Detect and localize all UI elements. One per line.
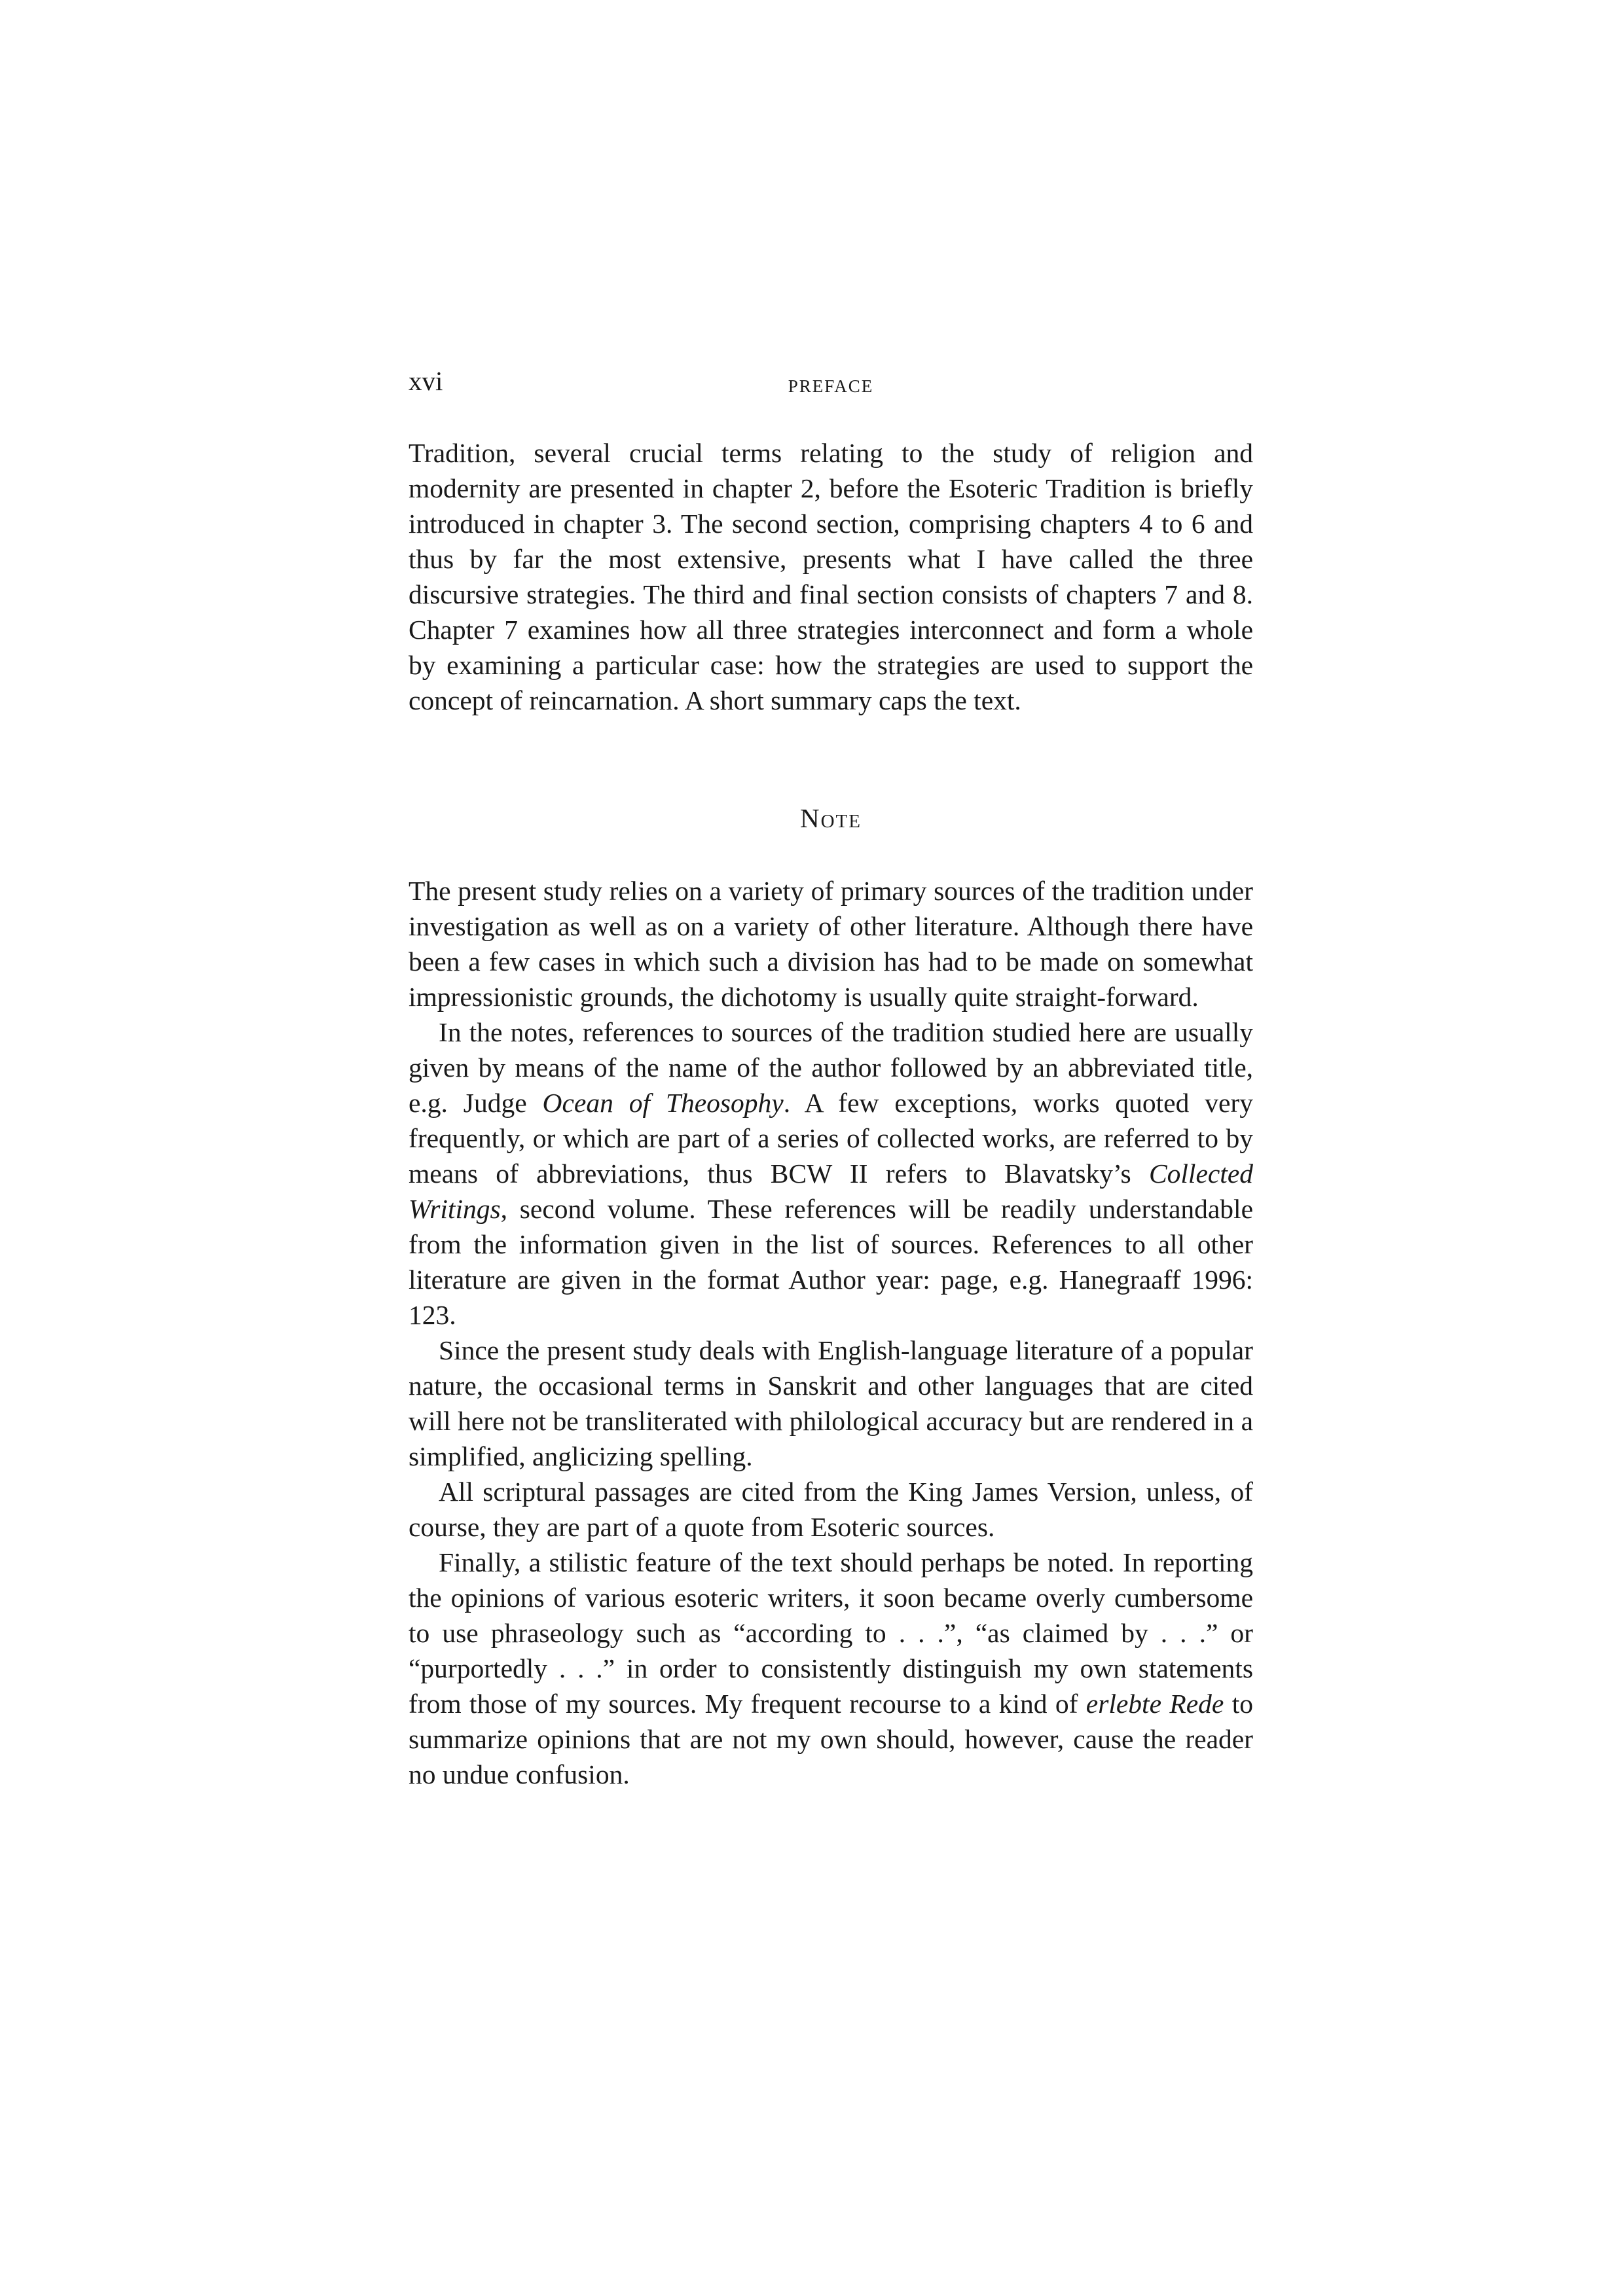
note-paragraph-3: Since the present study deals with English-language literature of a popular nature, the occasional terms in Sanskrit and other languages that are cited will here not be transliterated with philological accuracy but are rendered in a simplified, anglicizing spelling. xyxy=(409,1335,1253,1471)
page-number: xvi xyxy=(409,366,443,396)
note-paragraph-2-text-2: . A few exceptions, works quoted very frequently, or which are part of a series of collected works, are referred to by means of abbreviations, thus BCW II refers to Blavatsky’s xyxy=(409,1088,1253,1189)
note-body xyxy=(409,873,1253,1792)
note-paragraph-2-text-3: , second volume. These references will be readily understandable from the information given in the list of sources. References to all other literature are given in the format Author year: page, e.g. Hanegraaff 1996: 123. xyxy=(409,1194,1253,1330)
note-paragraph-2-text-1: In the notes, references to sources of the tradition studied here are usually given by means of the name of the author followed by an abbreviated title, e.g. Judge xyxy=(409,1017,1253,1118)
intro-text-block xyxy=(409,435,1253,718)
intro-paragraph: Tradition, several crucial terms relating to the study of religion and modernity are presented in chapter 2, before the Esoteric Tradition is briefly introduced in chapter 3. The second section, comprising chapters 4 to 6 and thus by far the most extensive, presents what I have called the three discursive strategies. The third and final section consists of chapters 7 and 8. Chapter 7 examines how all three strategies interconnect and form a whole by examining a particular case: how the strategies are used to support the concept of reincarnation. A short summary caps the text. xyxy=(409,438,1253,715)
note-paragraph-5-text-2: to summarize opinions that are not my own should, however, cause the reader no undue confusion. xyxy=(409,1689,1253,1789)
note-paragraph-1: The present study relies on a variety of primary sources of the tradition under investigation as well as on a variety of other literature. Although there have been a few cases in which such a division has had to be made on somewhat impressionistic grounds, the dichotomy is usually quite straight-forward. xyxy=(409,876,1253,1012)
running-head xyxy=(409,365,1253,404)
note-paragraph-5 xyxy=(409,1545,1253,1792)
note-paragraph-4: All scriptural passages are cited from the King James Version, unless, of course, they are part of a quote from Esoteric sources. xyxy=(409,1477,1253,1542)
note-paragraph-2 xyxy=(409,1014,1253,1333)
running-title: preface xyxy=(788,370,874,398)
note-paragraph-2-italic-title-2: Collected Writings xyxy=(409,1158,1253,1224)
note-heading: Note xyxy=(800,803,862,833)
note-paragraph-5-italic-term: erlebte Rede xyxy=(1085,1689,1224,1719)
note-paragraph-2-italic-title-1: Ocean of Theosophy xyxy=(542,1088,784,1118)
note-paragraph-5-text-1: Finally, a stilistic feature of the text should perhaps be noted. In reporting the opinions of various esoteric writers, it soon became overly cumbersome to use phraseology such as “according to . . .”, “as claimed by . . .” or “purportedly . . .” in order to consistently distinguish my own statements from those of my sources. My frequent recourse to a kind of xyxy=(409,1547,1253,1719)
